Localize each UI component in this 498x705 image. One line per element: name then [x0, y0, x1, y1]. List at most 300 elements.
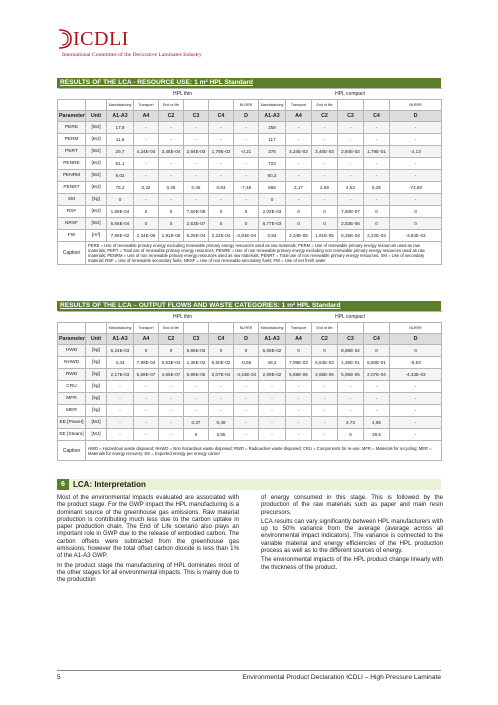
table-cell: 0 — [312, 345, 338, 357]
paragraph: In the product stage the manufacturing of HPL dominates most of the other stages for all environmental impacts. This is mainly due to the production — [57, 561, 239, 584]
table-cell: 866 — [259, 182, 286, 194]
table-cell: - — [259, 405, 286, 417]
table-cell: - — [286, 405, 312, 417]
table-cell: 0,63 — [209, 182, 234, 194]
footer-rule — [57, 670, 441, 671]
table-cell: 1,79E-01 — [364, 146, 390, 158]
table-cell: 2,84E-02 — [338, 146, 364, 158]
table-cell: 0 — [209, 345, 234, 357]
table-cell: 6,53E-04 — [159, 357, 184, 369]
table-cell: 2,17E-03 — [107, 369, 134, 381]
table-cell: 7,50E-07 — [338, 206, 364, 218]
group-spacer — [58, 89, 86, 100]
stage-spacer — [58, 323, 86, 334]
table-row — [58, 206, 442, 218]
table-cell: - — [159, 170, 184, 182]
column-header: C2 — [159, 111, 184, 122]
interpretation-left-column — [57, 494, 239, 586]
table-cell: 7,86E-02 — [107, 230, 134, 242]
table-cell: -3,84E-04 — [234, 230, 259, 242]
table-cell: - — [107, 393, 134, 405]
output-flows-table — [57, 311, 442, 461]
table-cell: 0 — [234, 206, 259, 218]
table-cell: 3,17 — [286, 182, 312, 194]
table-cell: [MJ] — [86, 122, 107, 134]
table-cell: - — [364, 170, 390, 182]
table-cell: 0,84 — [259, 230, 286, 242]
table-cell: - — [390, 429, 442, 441]
table-cell: [kg] — [86, 357, 107, 369]
table-cell: - — [184, 194, 209, 206]
table-cell: 2,09E-02 — [259, 369, 286, 381]
table-cell: - — [159, 393, 184, 405]
table-cell: - — [312, 134, 338, 146]
group-label: HPL compact — [259, 89, 442, 100]
table-cell: - — [159, 417, 184, 429]
table-cell: 7,99E-04 — [134, 357, 159, 369]
column-header: A1-A3 — [259, 334, 286, 345]
stage-label: Manufacturing — [107, 323, 134, 334]
table-cell: - — [234, 381, 259, 393]
table-cell: RWD — [58, 369, 86, 381]
table-cell: - — [312, 381, 338, 393]
table-cell: - — [234, 170, 259, 182]
table-cell: 117 — [259, 134, 286, 146]
column-header: C2 — [159, 334, 184, 345]
table-cell: 1,79E-02 — [209, 146, 234, 158]
group-label: HPL thin — [107, 312, 259, 323]
table-cell: -74,60 — [390, 182, 442, 194]
table-row — [58, 194, 442, 206]
table-cell: - — [338, 134, 364, 146]
table-cell: - — [312, 194, 338, 206]
table-cell: MFR — [58, 393, 86, 405]
table-cell: - — [390, 393, 442, 405]
table-row — [58, 134, 442, 146]
interpretation-heading — [57, 479, 441, 490]
table-cell: - — [259, 429, 286, 441]
table-cell: PERT — [58, 146, 86, 158]
column-header: D — [234, 334, 259, 345]
column-header-row — [58, 334, 442, 345]
stage-label — [338, 100, 364, 111]
table-cell: - — [286, 417, 312, 429]
table-cell: - — [338, 170, 364, 182]
table-cell: 0 — [159, 218, 184, 230]
table-cell: - — [364, 405, 390, 417]
table-cell: - — [159, 405, 184, 417]
resource-use-table — [57, 88, 442, 265]
column-header: A1-A3 — [107, 334, 134, 345]
stage-label — [184, 323, 209, 334]
column-header: A4 — [134, 111, 159, 122]
group-label: HPL thin — [107, 89, 259, 100]
table-cell: - — [286, 429, 312, 441]
table-cell: - — [209, 134, 234, 146]
table-cell: - — [234, 122, 259, 134]
table-cell: PENRT — [58, 182, 86, 194]
table-cell: 0 — [209, 218, 234, 230]
table-cell: 2,22E-04 — [209, 230, 234, 242]
table-cell: 5,69E-07 — [134, 369, 159, 381]
table-cell: 6,08E-02 — [259, 345, 286, 357]
column-header: A1-A3 — [259, 111, 286, 122]
table-cell: - — [107, 405, 134, 417]
table-cell: - — [259, 381, 286, 393]
table-cell: - — [390, 170, 442, 182]
table-cell: -3,84E-03 — [390, 230, 442, 242]
table-cell: - — [159, 122, 184, 134]
table-cell: CRU — [58, 381, 86, 393]
table-cell: 0 — [134, 218, 159, 230]
table-cell: 4,65E-06 — [312, 369, 338, 381]
table-cell: - — [184, 405, 209, 417]
table-cell: 0 — [209, 206, 234, 218]
table-cell: - — [390, 158, 442, 170]
paragraph: of energy consumed in this stage. This is followed by the production of the raw materials such as paper and main resin precursors. — [261, 494, 443, 516]
table-cell: - — [286, 170, 312, 182]
stage-spacer — [86, 100, 107, 111]
table-cell: 0 — [390, 218, 442, 230]
table-cell: - — [286, 393, 312, 405]
table-cell: 39,5 — [364, 429, 390, 441]
column-header: A4 — [134, 334, 159, 345]
table-cell: - — [234, 134, 259, 146]
table-cell: 2,34E-05 — [286, 230, 312, 242]
table-cell: -2,13 — [390, 146, 442, 158]
table-cell: - — [134, 405, 159, 417]
table-cell: - — [312, 429, 338, 441]
stage-label: NLRRR — [234, 100, 259, 111]
table-cell: - — [184, 393, 209, 405]
stage-label: NLRRR — [390, 323, 442, 334]
table-cell: 0,37 — [184, 417, 209, 429]
table-cell: - — [234, 429, 259, 441]
table-cell: 6,50E-02 — [209, 357, 234, 369]
table-cell: MER — [58, 405, 86, 417]
column-header: C4 — [209, 334, 234, 345]
table-cell: 0 — [364, 206, 390, 218]
table-cell: 5,95E-05 — [338, 369, 364, 381]
table-cell: 0 — [234, 218, 259, 230]
table-cell: PERE — [58, 122, 86, 134]
table-cell: [kg] — [86, 194, 107, 206]
table-cell: - — [286, 134, 312, 146]
section-number: 6 — [57, 479, 69, 490]
table-cell: 0 — [134, 345, 159, 357]
table-cell: 0 — [107, 194, 134, 206]
table-cell: 376 — [259, 146, 286, 158]
table-cell: 1,91E-05 — [312, 230, 338, 242]
table-cell: - — [259, 417, 286, 429]
table-row — [58, 218, 442, 230]
stage-spacer — [86, 323, 107, 334]
stage-label: Manufacturing — [259, 323, 286, 334]
table-cell: - — [286, 122, 312, 134]
table-cell: - — [312, 405, 338, 417]
table-cell: - — [312, 393, 338, 405]
table-row — [58, 345, 442, 357]
table-cell: 4,24E-03 — [286, 146, 312, 158]
stage-header-row — [58, 100, 442, 111]
table-cell: - — [107, 429, 134, 441]
table-cell: [MJ] — [86, 182, 107, 194]
column-header: C3 — [338, 334, 364, 345]
group-spacer — [86, 89, 107, 100]
footer-title: Environmental Product Declaration ICDLI – High Pressure Laminate — [242, 674, 441, 681]
table-cell: 4,95 — [364, 417, 390, 429]
table-cell: 2,84E-03 — [184, 146, 209, 158]
table-cell: [MJ] — [86, 146, 107, 158]
logo-subtitle: International Committee of the Decorative Laminates Industry — [62, 52, 202, 58]
table-cell: 2,34E-06 — [134, 230, 159, 242]
table-row — [58, 405, 442, 417]
table-cell: 0 — [159, 345, 184, 357]
paragraph: Most of the environmental impacts evaluated are associated with the product stage. For the GWP impact the HPL manufacturing is a dominant source of the greenhouse gas emissions. Raw material production is contributing much less due to the carbon uptake in paper production chain. The End of Life scenario also plays an important role in GWP due to the release of embodied carbon. The carbon offsets were subtracted from the greenhouse gas emissions; however the total offset carbon dioxide is less than 1% of the A1-A3 GWP. — [57, 494, 239, 560]
table-cell: - — [184, 170, 209, 182]
table-cell: - — [184, 158, 209, 170]
stage-label: End of life — [159, 100, 184, 111]
table-cell: - — [364, 134, 390, 146]
table-cell: -0,21 — [234, 146, 259, 158]
table-cell: - — [159, 194, 184, 206]
table-cell: FW — [58, 230, 86, 242]
column-header: A4 — [286, 334, 312, 345]
table-cell: 6,53E-03 — [312, 357, 338, 369]
table-cell: 9,02 — [107, 170, 134, 182]
table-cell: 1,91E-06 — [159, 230, 184, 242]
table-cell: [MJ] — [86, 218, 107, 230]
table-cell: 2,22E-03 — [364, 230, 390, 242]
caption-label: Caption — [58, 242, 86, 265]
table-cell: 2,53E-07 — [184, 218, 209, 230]
table-row — [58, 369, 442, 381]
paragraph: LCA results can vary significantly between HPL manufacturers with up to 50% variance from the average (average across all environmental impact indicators). The variance is connected to the variable material and energy efficiencies of the HPL production process as well as to the different sources of energy. — [261, 517, 443, 555]
table-row — [58, 357, 442, 369]
table-cell: 723 — [259, 158, 286, 170]
stage-label: End of life — [159, 323, 184, 334]
table-cell: 48,2 — [259, 357, 286, 369]
column-header: A4 — [286, 111, 312, 122]
stage-label — [338, 323, 364, 334]
stage-header-row — [58, 323, 442, 334]
column-header: D — [390, 334, 442, 345]
table-cell: - — [209, 170, 234, 182]
table-cell: - — [312, 170, 338, 182]
table-cell: 3,46E-03 — [312, 146, 338, 158]
table-cell: 2,02E-03 — [259, 206, 286, 218]
table-cell: SM — [58, 194, 86, 206]
table-cell: [MJ] — [86, 206, 107, 218]
table-cell: 258 — [259, 122, 286, 134]
table-cell: - — [338, 405, 364, 417]
table-cell: - — [107, 417, 134, 429]
table-cell: 3,46E-04 — [159, 146, 184, 158]
table-row — [58, 170, 442, 182]
table-cell: [MJ] — [86, 158, 107, 170]
output-flows-body — [58, 312, 442, 461]
table-cell: - — [134, 170, 159, 182]
logo-text: ICDLI — [73, 28, 129, 50]
table-cell: 75,2 — [107, 182, 134, 194]
table-cell: 4,24E-04 — [134, 146, 159, 158]
table-cell: 5,95E-05 — [184, 369, 209, 381]
table-cell: - — [286, 381, 312, 393]
table-cell: 61,1 — [107, 158, 134, 170]
table-cell: EE [Power] — [58, 417, 86, 429]
column-header: Parameter — [58, 334, 86, 345]
table-cell: -5,63 — [390, 357, 442, 369]
caption-label: Caption — [58, 441, 86, 461]
column-header: Unit — [86, 111, 107, 122]
table-cell: - — [134, 158, 159, 170]
table-cell: [MJ] — [86, 134, 107, 146]
output-flows-section — [57, 301, 441, 461]
table-cell: [kg] — [86, 369, 107, 381]
table-row — [58, 122, 442, 134]
stage-label: Manufacturing — [107, 100, 134, 111]
table-cell: 0,26 — [159, 182, 184, 194]
table-row — [58, 381, 442, 393]
group-spacer — [86, 312, 107, 323]
table-cell: EE [Steam] — [58, 429, 86, 441]
table-cell: 0 — [364, 218, 390, 230]
stage-label — [364, 323, 390, 334]
interpretation-right-column — [261, 494, 443, 573]
table-cell: - — [134, 134, 159, 146]
table-cell: -0,56 — [234, 357, 259, 369]
table-cell: RSF — [58, 206, 86, 218]
table-cell: - — [364, 194, 390, 206]
resource-use-body — [58, 89, 442, 265]
table-cell: 17,9 — [107, 122, 134, 134]
table-cell: - — [338, 393, 364, 405]
table-cell: - — [209, 393, 234, 405]
table-cell: 0 — [364, 345, 390, 357]
table-cell: 5,66E-04 — [107, 218, 134, 230]
output-flows-title: RESULTS OF THE LCA – OUTPUT FLOWS AND WASTE CATEGORIES: 1 m² HPL Standard — [57, 301, 441, 311]
resource-use-title: RESULTS OF THE LCA - RESOURCE USE: 1 m² HPL Standard — [57, 78, 441, 88]
table-cell: 0 — [134, 206, 159, 218]
table-cell: - — [234, 393, 259, 405]
table-cell: 0,32 — [134, 182, 159, 194]
table-cell: 6,50E-01 — [364, 357, 390, 369]
table-cell: - — [364, 393, 390, 405]
table-cell: 0 — [286, 206, 312, 218]
table-cell: 4,65E-07 — [159, 369, 184, 381]
column-header: C2 — [312, 111, 338, 122]
table-cell: - — [134, 417, 159, 429]
stage-spacer — [58, 100, 86, 111]
stage-label — [364, 100, 390, 111]
section-title: LCA: Interpretation — [73, 480, 146, 489]
table-cell: - — [209, 405, 234, 417]
table-cell: 0 — [159, 206, 184, 218]
table-cell: 3,95 — [209, 429, 234, 441]
table-cell: 6,25E-04 — [184, 230, 209, 242]
stage-label: Transport — [134, 323, 159, 334]
column-header: C3 — [338, 111, 364, 122]
table-cell: - — [134, 381, 159, 393]
table-cell: 5,69E-06 — [286, 369, 312, 381]
icdli-logo-icon — [57, 28, 73, 50]
table-cell: 0 — [286, 345, 312, 357]
table-row — [58, 146, 442, 158]
table-cell: [kg] — [86, 405, 107, 417]
table-cell: 29,7 — [107, 146, 134, 158]
table-row — [58, 417, 442, 429]
table-row — [58, 182, 442, 194]
table-cell: - — [364, 381, 390, 393]
table-cell: - — [234, 417, 259, 429]
stage-label — [184, 100, 209, 111]
table-cell: - — [259, 393, 286, 405]
table-cell: 0 — [259, 194, 286, 206]
group-spacer — [58, 312, 86, 323]
table-cell: - — [134, 194, 159, 206]
table-cell: 1,36E-02 — [184, 357, 209, 369]
table-cell: 90,2 — [259, 170, 286, 182]
table-cell: 1,36E-01 — [338, 357, 364, 369]
table-cell: 4,53 — [338, 182, 364, 194]
column-header: D — [234, 111, 259, 122]
table-cell: - — [390, 405, 442, 417]
table-cell: - — [390, 194, 442, 206]
table-cell: - — [234, 158, 259, 170]
table-cell: - — [364, 158, 390, 170]
table-row — [58, 429, 442, 441]
table-cell: - — [390, 122, 442, 134]
table-cell: 0 — [390, 345, 442, 357]
column-header: Parameter — [58, 111, 86, 122]
column-header: C3 — [184, 334, 209, 345]
stage-label: End of life — [312, 323, 338, 334]
table-cell: - — [184, 381, 209, 393]
column-header-row — [58, 111, 442, 122]
column-header: D — [390, 111, 442, 122]
table-cell: HWD — [58, 345, 86, 357]
table-cell: [kg] — [86, 393, 107, 405]
table-cell: 0,49 — [209, 417, 234, 429]
table-cell: 3,73 — [338, 417, 364, 429]
table-cell: 0 — [312, 206, 338, 218]
table-cell: - — [312, 158, 338, 170]
table-cell: - — [338, 194, 364, 206]
table-cell: - — [234, 194, 259, 206]
table-cell: - — [159, 134, 184, 146]
table-cell: PENRM — [58, 170, 86, 182]
table-cell: 2,53E-06 — [338, 218, 364, 230]
table-cell: 2,07E-04 — [364, 369, 390, 381]
table-row — [58, 393, 442, 405]
table-cell: - — [107, 381, 134, 393]
table-cell: - — [209, 122, 234, 134]
table-cell: 0 — [286, 218, 312, 230]
table-cell: - — [159, 158, 184, 170]
table-cell: - — [209, 158, 234, 170]
table-cell: [kg] — [86, 381, 107, 393]
caption-row — [58, 242, 442, 265]
table-cell: 2,07E-04 — [209, 369, 234, 381]
table-cell: 1,68E-04 — [107, 206, 134, 218]
group-label: HPL compact — [259, 312, 442, 323]
table-row — [58, 158, 442, 170]
table-cell: - — [184, 134, 209, 146]
table-cell: - — [159, 381, 184, 393]
table-cell: -4,43E-04 — [234, 369, 259, 381]
table-cell: - — [338, 158, 364, 170]
table-cell: [m³] — [86, 230, 107, 242]
